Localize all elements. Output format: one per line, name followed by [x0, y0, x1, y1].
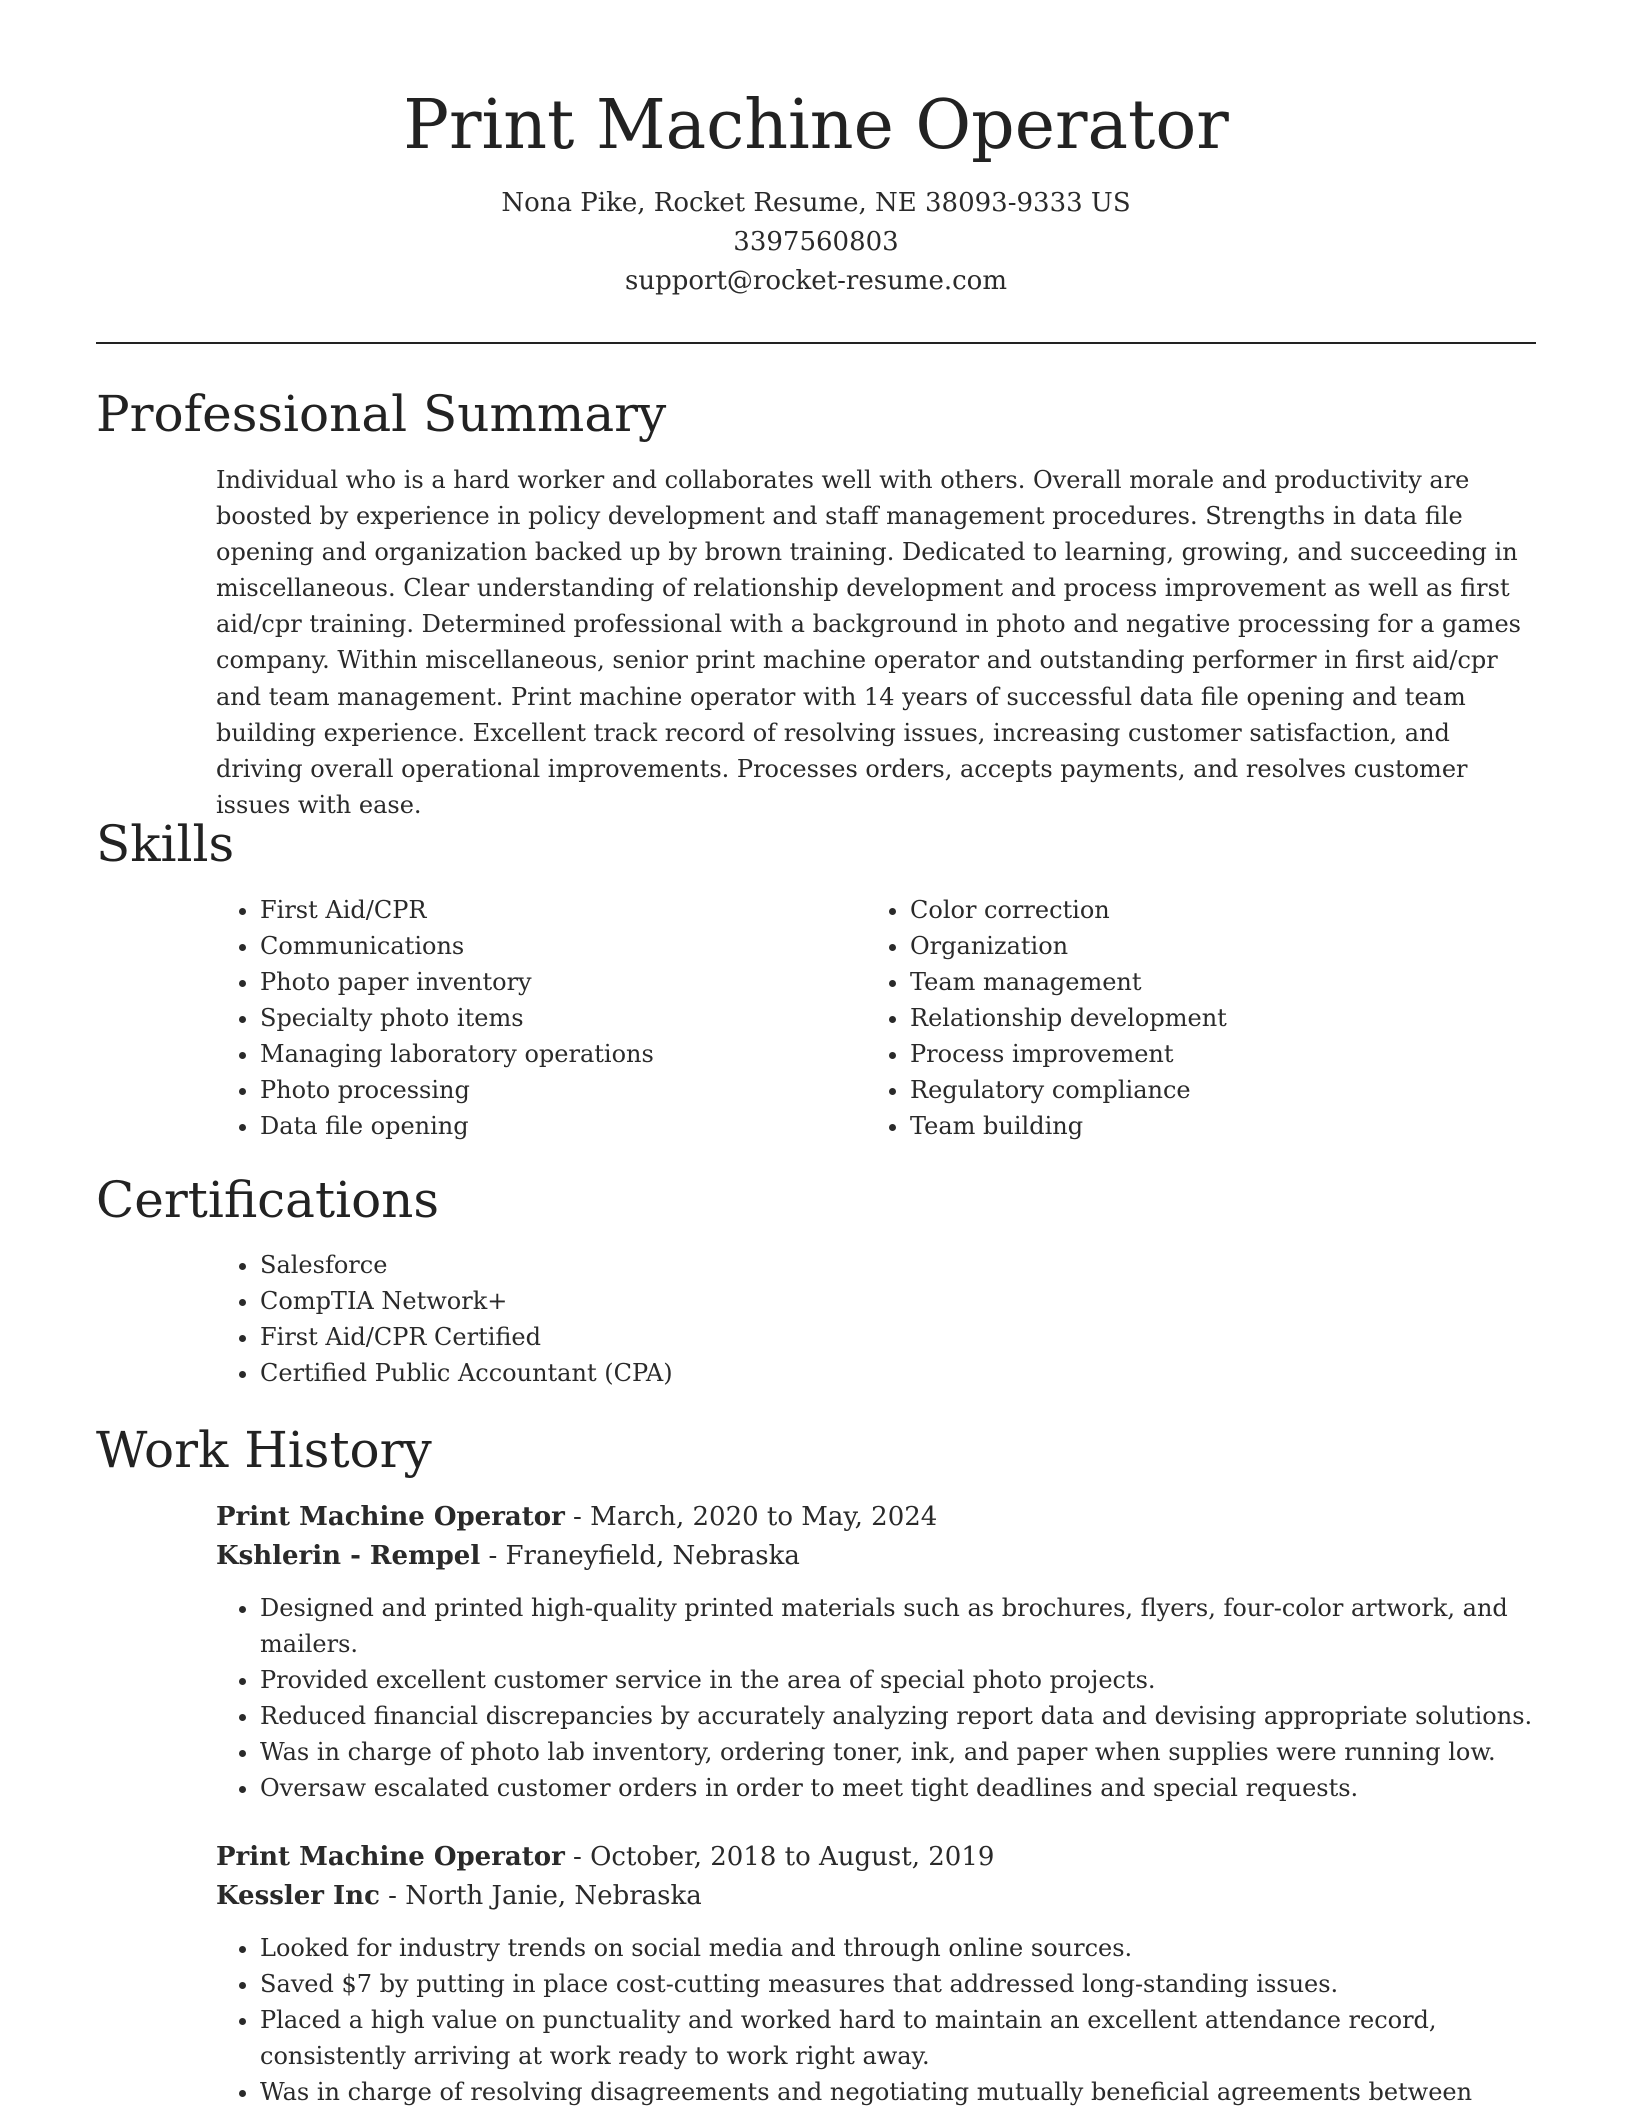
skill-item: • Data file opening — [260, 1108, 836, 1144]
job-dates: - March, 2020 to May, 2024 — [564, 1502, 938, 1532]
resume-title: Print Machine Operator — [403, 86, 1229, 165]
job-bullet: • Oversaw escalated customer orders in order to meet tight deadlines and special requests. — [260, 1770, 1536, 1806]
skill-item: • Photo paper inventory — [260, 964, 836, 1000]
job-company: Kessler Inc — [216, 1881, 380, 1911]
job-company-line — [216, 1537, 1536, 1576]
contact-phone: 3397560803 — [733, 227, 899, 257]
skill-item: • First Aid/CPR — [260, 892, 836, 928]
certification-item: • Certified Public Accountant (CPA) — [260, 1355, 1416, 1391]
job-location: - North Janie, Nebraska — [379, 1881, 702, 1911]
contact-email: support@rocket-resume.com — [624, 266, 1007, 296]
work-history-heading: Work History — [96, 1421, 432, 1479]
skill-item: • Regulatory compliance — [910, 1072, 1486, 1108]
job-company: Kshlerin - Rempel — [216, 1541, 481, 1571]
job-company-line — [216, 1877, 1536, 1916]
resume-header — [0, 82, 1632, 301]
job-bullet: • Saved $7 by putting in place cost-cutting measures that addressed long-standing issues. — [260, 1966, 1536, 2002]
job-dates: - October, 2018 to August, 2019 — [564, 1842, 995, 1872]
skills-left-list — [216, 892, 836, 1144]
skill-item: • Photo processing — [260, 1072, 836, 1108]
certification-item: • Salesforce — [260, 1247, 1416, 1283]
certifications-list — [216, 1247, 1416, 1391]
job-bullets — [216, 1590, 1536, 1806]
skills-left-column — [216, 892, 836, 1144]
skill-item: • Color correction — [910, 892, 1486, 928]
certification-item: • CompTIA Network+ — [260, 1283, 1416, 1319]
job-entry — [216, 1838, 1536, 2110]
job-entry — [216, 1498, 1536, 1806]
skill-item: • Organization — [910, 928, 1486, 964]
job-bullet: • Designed and printed high-quality printed materials such as brochures, flyers, four-color artwork, and mailers. — [260, 1590, 1536, 1662]
job-bullet: • Placed a high value on punctuality and worked hard to maintain an excellent attendance record, consistently arriving at work ready to work right away. — [260, 2002, 1536, 2074]
job-bullet: • Was in charge of resolving disagreements and negotiating mutually beneficial agreements between — [260, 2074, 1536, 2110]
skill-item: • Process improvement — [910, 1036, 1486, 1072]
job-title: Print Machine Operator — [216, 1502, 565, 1532]
skill-item: • Specialty photo items — [260, 1000, 836, 1036]
skill-item: • Communications — [260, 928, 836, 964]
job-title: Print Machine Operator — [216, 1842, 565, 1872]
skills-right-list — [866, 892, 1486, 1144]
job-location: - Franeyfield, Nebraska — [480, 1541, 800, 1571]
job-bullet: • Reduced financial discrepancies by accurately analyzing report data and devising appropriate solutions. — [260, 1698, 1536, 1734]
skill-item: • Team building — [910, 1108, 1486, 1144]
job-bullet: • Provided excellent customer service in the area of special photo projects. — [260, 1662, 1536, 1698]
contact-address: Nona Pike, Rocket Resume, NE 38093-9333 US — [501, 188, 1131, 218]
summary-text: Individual who is a hard worker and collaborates well with others. Overall morale and productivity are boosted by experience in policy development and staff management procedures. Strengths in data file opening and organization backed up by brown training. Dedicated to learning, growing, and succeeding in miscellaneous. Clear understanding of relationship development and process improvement as well as first aid/cpr training. Determined professional with a background in photo and negative processing for a games company. Within miscellaneous, senior print machine operator and outstanding performer in first aid/cpr and team management. Print machine operator with 14 years of successful data file opening and team building experience. Excellent track record of resolving issues, increasing customer satisfaction, and driving overall operational improvements. Processes orders, accepts payments, and resolves customer issues with ease. — [216, 466, 1521, 819]
skill-item: • Relationship development — [910, 1000, 1486, 1036]
skills-right-column — [866, 892, 1486, 1144]
skill-item: • Team management — [910, 964, 1486, 1000]
job-title-line — [216, 1838, 1536, 1877]
header-divider — [96, 342, 1536, 344]
job-title-line — [216, 1498, 1536, 1537]
summary-heading: Professional Summary — [96, 385, 667, 443]
skills-heading: Skills — [96, 815, 235, 873]
certifications-heading: Certifications — [96, 1171, 440, 1229]
skill-item: • Managing laboratory operations — [260, 1036, 836, 1072]
job-bullets — [216, 1930, 1536, 2110]
certifications-block — [216, 1247, 1416, 1391]
job-bullet: • Looked for industry trends on social media and through online sources. — [260, 1930, 1536, 1966]
certification-item: • First Aid/CPR Certified — [260, 1319, 1416, 1355]
job-bullet: • Was in charge of photo lab inventory, ordering toner, ink, and paper when supplies were running low. — [260, 1734, 1536, 1770]
